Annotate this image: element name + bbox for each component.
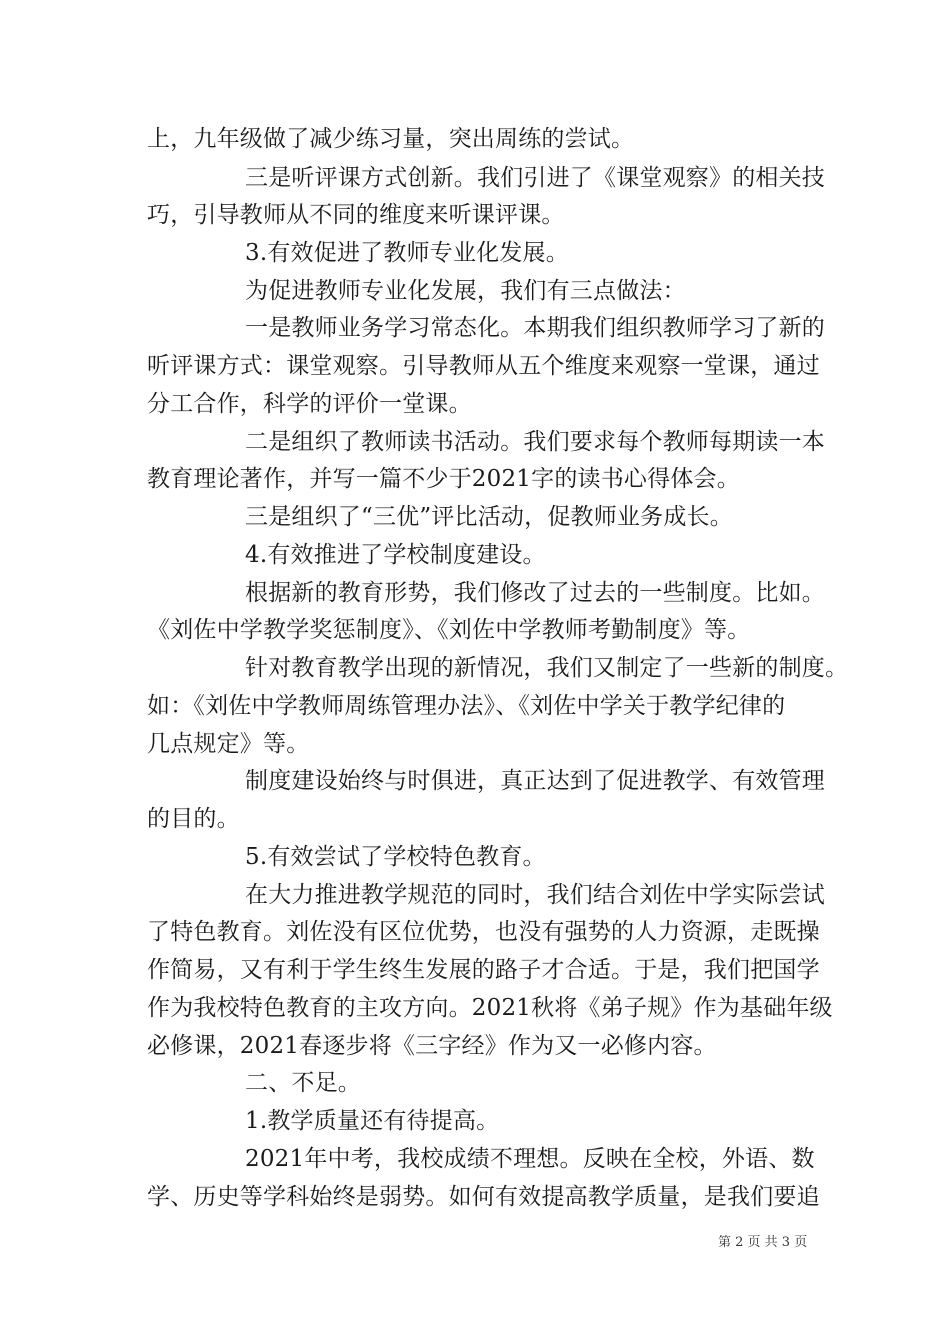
text-line: 三是听评课方式创新。我们引进了《课堂观察》的相关技 [245,165,825,191]
text-line: 作为我校特色教育的主攻方向。2021秋将《弟子规》作为基础年级 [147,995,833,1021]
text-line: 4.有效推进了学校制度建设。 [245,542,546,568]
text-line: 上，九年级做了减少练习量，突出周练的尝试。 [147,126,635,152]
text-line: 学、历史等学科始终是弱势。如何有效提高教学质量，是我们要追 [147,1184,820,1210]
text-line: 根据新的教育形势，我们修改了过去的一些制度。比如。 [245,580,825,606]
text-line: 在大力推进教学规范的同时，我们结合刘佐中学实际尝试 [245,882,825,908]
text-line: 制度建设始终与时俱进，真正达到了促进教学、有效管理 [245,768,825,794]
text-line: 为促进教师专业化发展，我们有三点做法： [245,278,686,304]
text-line: 针对教育教学出现的新情况，我们又制定了一些新的制度。 [245,655,849,681]
text-line: 《刘佐中学教学奖惩制度》、《刘佐中学教师考勤制度》等。 [147,617,751,643]
text-line: 1.教学质量还有待提高。 [245,1108,500,1134]
text-line: 听评课方式：课堂观察。引导教师从五个维度来观察一堂课，通过 [147,353,820,379]
text-line: 必修课，2021春逐步将《三字经》作为又一必修内容。 [147,1033,717,1059]
text-line: 如：《刘佐中学教师周练管理办法》、《刘佐中学关于教学纪律的 [147,693,786,719]
text-line: 的目的。 [147,806,240,832]
text-line: 一是教师业务学习常态化。本期我们组织教师学习了新的 [245,315,825,341]
text-line: 了特色教育。刘佐没有区位优势，也没有强势的人力资源，走既操 [147,919,820,945]
text-line: 2021年中考，我校成绩不理想。反映在全校，外语、数 [245,1146,815,1172]
text-line: 二、不足。 [245,1070,361,1096]
page-number-footer: 第 2 页 共 3 页 [718,1235,808,1250]
text-line: 作简易，又有利于学生终生发展的路子才合适。于是，我们把国学 [147,957,820,983]
text-line: 二是组织了教师读书活动。我们要求每个教师每期读一本 [245,429,825,455]
text-line: 教育理论著作，并写一篇不少于2021字的读书心得体会。 [147,466,740,492]
text-line: 几点规定》等。 [147,731,310,757]
text-line: 3.有效促进了教师专业化发展。 [245,240,569,266]
text-line: 巧，引导教师从不同的维度来听课评课。 [147,202,565,228]
text-line: 三是组织了“三优”评比活动，促教师业务成长。 [245,504,733,530]
text-line: 分工合作，科学的评价一堂课。 [147,391,472,417]
text-line: 5.有效尝试了学校特色教育。 [245,844,546,870]
